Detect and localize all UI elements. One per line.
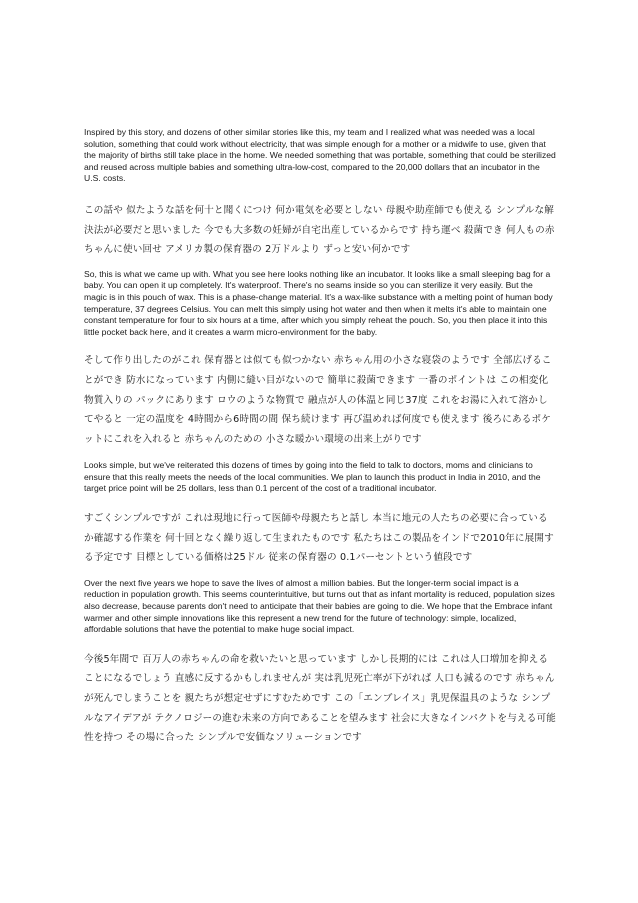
english-paragraph-2: So, this is what we came up with. What you see here looks nothing like an incubator. It looks like a small sleeping bag for a baby. You can open it up completely. It's waterproof. There's no seams inside so you can sterilize it very easily. But the magic is in this pouch of wax. This is a phase-change material. It's a wax-like substance with a melting point of human body temperature, 37 degrees Celsius. You can melt this simply using hot water and then when it melts it's able to maintain one constant temperature for four to six hours at a time, after which you simply reheat the pouch. So, you then place it into this little pocket back here, and it creates a warm micro-environment for the baby. xyxy=(84,268,553,337)
document-page xyxy=(84,127,556,758)
english-paragraph-3: Looks simple, but we've reiterated this dozens of times by going into the field to talk to doctors, moms and clinicians to ensure that this really meets the needs of the local communities. We plan to launch this product in India in 2010, and the target price point will be 25 dollars, less than 0.1 percent of the cost of a traditional incubator. xyxy=(84,460,541,494)
japanese-paragraph-4: 今後5年間で 百万人の赤ちゃんの命を救いたいと思っています しかし長期的には これは人口増加を抑えることになるでしょう 直感に反するかもしれませんが 実は乳児死亡率が下がれば 人口も減るのです 赤ちゃんが死んでしまうことを 親たちが想定せずにすむためです この「エンブレイス」乳児保温具のような シンプルなアイデアが テクノロジーの進む未来の方向であることを望みます 社会に大きなインパクトを与える可能性を持つ その場に合った シンプルで安価なソリューションです xyxy=(84,653,556,744)
japanese-paragraph-2: そして作り出したのがこれ 保育器とは似ても似つかない 赤ちゃん用の小さな寝袋のようです 全部広げることができ 防水になっています 内側に縫い目がないので 簡単に殺菌できます 一番のポイントは この相変化物質入りの パックにあります ロウのような物質で 融点が人の体温と同じ37度 これをお湯に入れて溶かしてやると 一定の温度を 4時間から6時間の間 保ち続けます 再び温めれば何度でも使えます 後ろにあるポケットにこれを入れると 赤ちゃんのための 小さな暖かい環境の出来上がりです xyxy=(84,355,552,445)
english-paragraph-4: Over the next five years we hope to save the lives of almost a million babies. But the longer-term social impact is a reduction in population growth. This seems counterintuitive, but turns out that as infant mortality is reduced, population sizes also decrease, because parents don't need to anticipate that their babies are going to die. We hope that the Embrace infant warmer and other simple innovations like this represent a new trend for the future of technology: simple, localized, affordable solutions that have the potential to make huge social impact. xyxy=(84,577,555,635)
english-paragraph-1: Inspired by this story, and dozens of other similar stories like this, my team and I realized what was needed was a local solution, something that could work without electricity, that was simple enough for a mother or a midwife to use, given that the majority of births still take place in the home. We needed something that was portable, something that could be sterilized and reused across multiple babies and something ultra-low-cost, compared to the 20,000 dollars that an incubator in the U.S. costs. xyxy=(84,127,556,184)
japanese-paragraph-3: すごくシンプルですが これは現地に行って医師や母親たちと話し 本当に地元の人たちの必要に合っているか確認する作業を 何十回となく繰り返して生まれたものです 私たちはこの製品をインドで2010年に展開する予定です 目標としている価格は25ドル 従来の保育器の 0.1パーセントという値段です xyxy=(84,513,554,564)
japanese-paragraph-1: この話や 似たような話を何十と聞くにつけ 何か電気を必要としない 母親や助産師でも使える シンプルな解決法が必要だと思いました 今でも大多数の妊婦が自宅出産しているからです 持ち運べ 殺菌でき 何人もの赤ちゃんに使い回せ アメリカ製の保育器の 2万ドルより ずっと安い何かです xyxy=(84,204,555,256)
